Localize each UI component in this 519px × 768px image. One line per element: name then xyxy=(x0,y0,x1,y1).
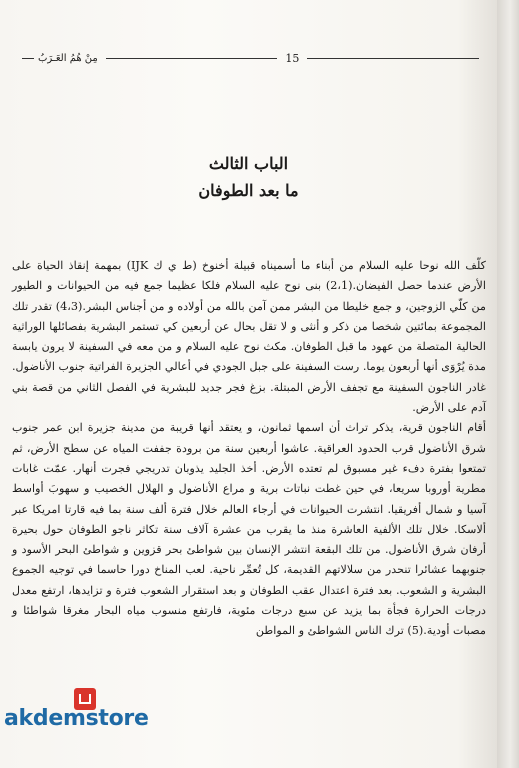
header-rule-right xyxy=(307,58,479,59)
chapter-title: الباب الثالث xyxy=(208,154,289,173)
header-left-rule xyxy=(22,58,34,59)
chapter-subtitle: ما بعد الطوفان xyxy=(198,181,299,200)
chapter-heading xyxy=(0,152,497,204)
page-header xyxy=(22,50,487,66)
paragraph-2: أقام الناجون قرية، يذكر تراث أن اسمها ثمانون، و يعتقد أنها قريبة من مدينة جزيرة ابن عمر جنوب شرق الأناضول قرب الحدود العراقية. عاشوا أربعين سنة من برودة جففت المياه عن سطح الأرض، ثم تمتعوا بفترة دفء غير مسبوق لم تعتده الأرض. أخذ الجليد يذوبان تدريجي فجرت أنهار. عمّت غابات مطرية أوروبا سريعا، في حين غطت نباتات برية و مراع الأناضول و الهلال الخصيب و سهوبَ أواسط آسيا و شمال أفريقيا. انتشرت الحيوانات في أرجاء العالم خلال فترة ألف سنة بما فيه قارتا امريكا عبر ألاسكا. خلال تلك الألفية العاشرة منذ ما يقرب من عشرة آلاف سنة تكاثر ناجو الطوفان حول بحيرة أرفان شرق الأناضول. من تلك البقعة انتشر الإنسان بين شواطئ بحر قزوين و شواطئ البحر الأسود و جنوبهما عشائرا تنحدر من سلالاتهم القديمة، كل تُعمِّر ناحية. لعب المناخ دورا حاسما في توجيه الجموع البشرية و الشعوب. بعد فترة اعتدال عقب الطوفان و بعد استقرار الشعوب فترة و تزايدها، ارتفع معدل درجات الحرارة فجأة بما يزيد عن سبع درجات مئوية، فارتفع منسوب مياه البحار مغرقا شواطئا و مصبات أودية.(5) ترك الناس الشواطئ و المواطن xyxy=(12,421,486,638)
header-rule-left xyxy=(106,58,278,59)
page-edge xyxy=(497,0,519,768)
body-text xyxy=(12,256,486,642)
store-logo xyxy=(4,688,204,738)
running-title: مِنْ هُمُ العَـرَبُ xyxy=(38,52,98,64)
page-number: 15 xyxy=(285,51,300,65)
store-logo-text: akdemstore xyxy=(4,706,149,731)
paragraph-1: كلّف الله نوحا عليه السلام من أبناء ما أسميناه قبيلة أخنوخ (ط ي ك IJK) بمهمة إنقاذ الحياة على الأرض عندما حصل الفيضان.(2،1) بنى نوح عليه السلام فلكا عظيما جمع فيه من الحيوانات و الطيور من كلّي الزوجين، و جمع خليطا من البشر ممن آمن بالله من أولاده و من أجناس البشر.(4،3) تقدر تلك المجموعة بمائتين شخصا من ذكر و أنثى و لا تقل بحال عن أربعين كي تستمر البشرية بفصائلها الوراثية الحالية المتصلة من عهود ما قبل الطوفان. مكث نوح عليه السلام و من معه في السفينة لا يرون يابسة مدة يُرْوَى أنها أربعون يوما. رست السفينة على جبل الجودي في أعالي الجزيرة الفراتية جنوب الأناضول. غادر الناجون السفينة مع تجفف الأرض المبتلة. بزغ فجر جديد للبشرية في الفصل الثاني من قصة بني آدم على الأرض. xyxy=(12,259,486,415)
